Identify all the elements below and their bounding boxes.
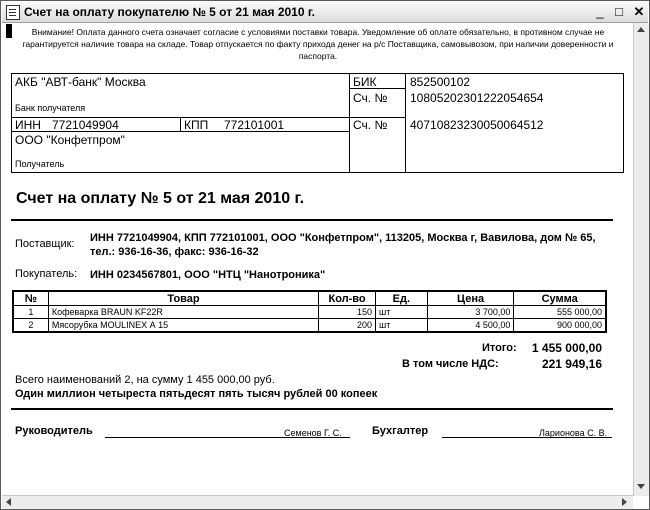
- buyer-label: Покупатель:: [15, 268, 78, 280]
- scroll-left-icon[interactable]: [6, 498, 11, 506]
- bik-label: БИК: [353, 75, 377, 89]
- col-price-header: Цена: [427, 291, 514, 306]
- row-number: 1: [13, 306, 48, 319]
- col-sum-header: Сумма: [514, 291, 606, 306]
- kpp-value: 772101001: [224, 118, 285, 132]
- scroll-right-icon[interactable]: [622, 498, 627, 506]
- summary-rule: [11, 408, 613, 410]
- row-unit: шт: [375, 319, 427, 333]
- row-product: Кофеварка BRAUN KF22R: [48, 306, 318, 319]
- col-number-header: №: [13, 291, 48, 306]
- director-label: Руководитель: [15, 425, 93, 437]
- recipient-caption: Получатель: [15, 159, 65, 169]
- row-sum: 555 000,00: [514, 306, 606, 319]
- row-number: 2: [13, 319, 48, 333]
- buyer-value: ИНН 0234567801, ООО "НТЦ "Нанотроника": [90, 269, 326, 281]
- row-qty: 150: [319, 306, 376, 319]
- scroll-up-icon[interactable]: [637, 27, 645, 32]
- amount-in-words: Один миллион четыреста пятьдесят пять тысяч рублей 00 копеек: [15, 388, 378, 400]
- row-unit: шт: [375, 306, 427, 319]
- invoice-title: Счет на оплату № 5 от 21 мая 2010 г.: [16, 190, 305, 207]
- divider: [405, 74, 406, 172]
- invoice-document: [2, 23, 632, 496]
- row-product: Мясорубка MOULINEX А 15: [48, 319, 318, 333]
- title-bar[interactable]: [2, 2, 648, 23]
- items-table: [12, 290, 607, 333]
- bank-name: АКБ "АВТ-банк" Москва: [15, 75, 146, 89]
- bank-details-table: [11, 73, 624, 173]
- vat-value: 221 949,16: [541, 357, 602, 371]
- accountant-label: Бухгалтер: [372, 425, 429, 437]
- window-title: Счет на оплату покупателю № 5 от 21 мая 2010 г.: [24, 5, 315, 19]
- close-button[interactable]: ✕: [633, 4, 645, 19]
- table-header-row: [13, 291, 606, 306]
- payment-notice: Внимание! Оплата данного счета означает согласие с условиями поставки товара. Уведомление об оплате обязательно, в противном случае не гарантируется наличие товара на складе. Товар отпускается по факту прихода денег на р/с Поставщика, самовывозом, при наличии доверенности и паспорта.: [22, 27, 614, 61]
- col-qty-header: Кол-во: [319, 291, 376, 306]
- table-row: [13, 306, 606, 319]
- supplier-label: Поставщик:: [15, 238, 75, 250]
- inn-label: ИНН: [15, 118, 41, 132]
- summary-line: Всего наименований 2, на сумму 1 455 000,00 руб.: [15, 374, 275, 386]
- bank-caption: Банк получателя: [15, 103, 86, 113]
- inn-value: 7721049904: [52, 118, 119, 132]
- accountant-name: Ларионова С. В.: [539, 428, 608, 438]
- kpp-label: КПП: [184, 118, 209, 132]
- total-value: 1 455 000,00: [531, 341, 602, 355]
- row-price: 4 500,00: [427, 319, 514, 333]
- corr-account-label: Сч. №: [353, 91, 388, 105]
- supplier-value: ИНН 7721049904, КПП 772101001, ООО "Конфетпром", 113205, Москва г, Вавилова, дом № 65, тел.: 936-16-36, факс: 936-16-32: [90, 232, 596, 258]
- recipient-name: ООО "Конфетпром": [15, 133, 125, 147]
- table-row: [13, 319, 606, 333]
- title-rule: [11, 219, 613, 221]
- row-qty: 200: [319, 319, 376, 333]
- col-product-header: Товар: [48, 291, 318, 306]
- director-name: Семенов Г. С.: [284, 428, 342, 438]
- vat-label: В том числе НДС:: [402, 358, 499, 370]
- minimize-button[interactable]: _: [596, 4, 604, 19]
- document-icon: [6, 5, 20, 20]
- scroll-down-icon[interactable]: [637, 484, 645, 489]
- vertical-scrollbar[interactable]: [633, 23, 649, 496]
- bik-value: 852500102: [410, 75, 471, 89]
- account-label: Сч. №: [353, 118, 388, 132]
- horizontal-scrollbar[interactable]: [2, 495, 633, 509]
- row-price: 3 700,00: [427, 306, 514, 319]
- row-sum: 900 000,00: [514, 319, 606, 333]
- divider: [180, 117, 181, 131]
- text-cursor: [6, 24, 12, 38]
- total-label: Итого:: [482, 342, 517, 354]
- maximize-button[interactable]: □: [615, 4, 623, 19]
- col-unit-header: Ед.: [375, 291, 427, 306]
- account-value: 40710823230050064512: [410, 118, 544, 132]
- corr-account-value: 10805202301222054654: [410, 91, 544, 105]
